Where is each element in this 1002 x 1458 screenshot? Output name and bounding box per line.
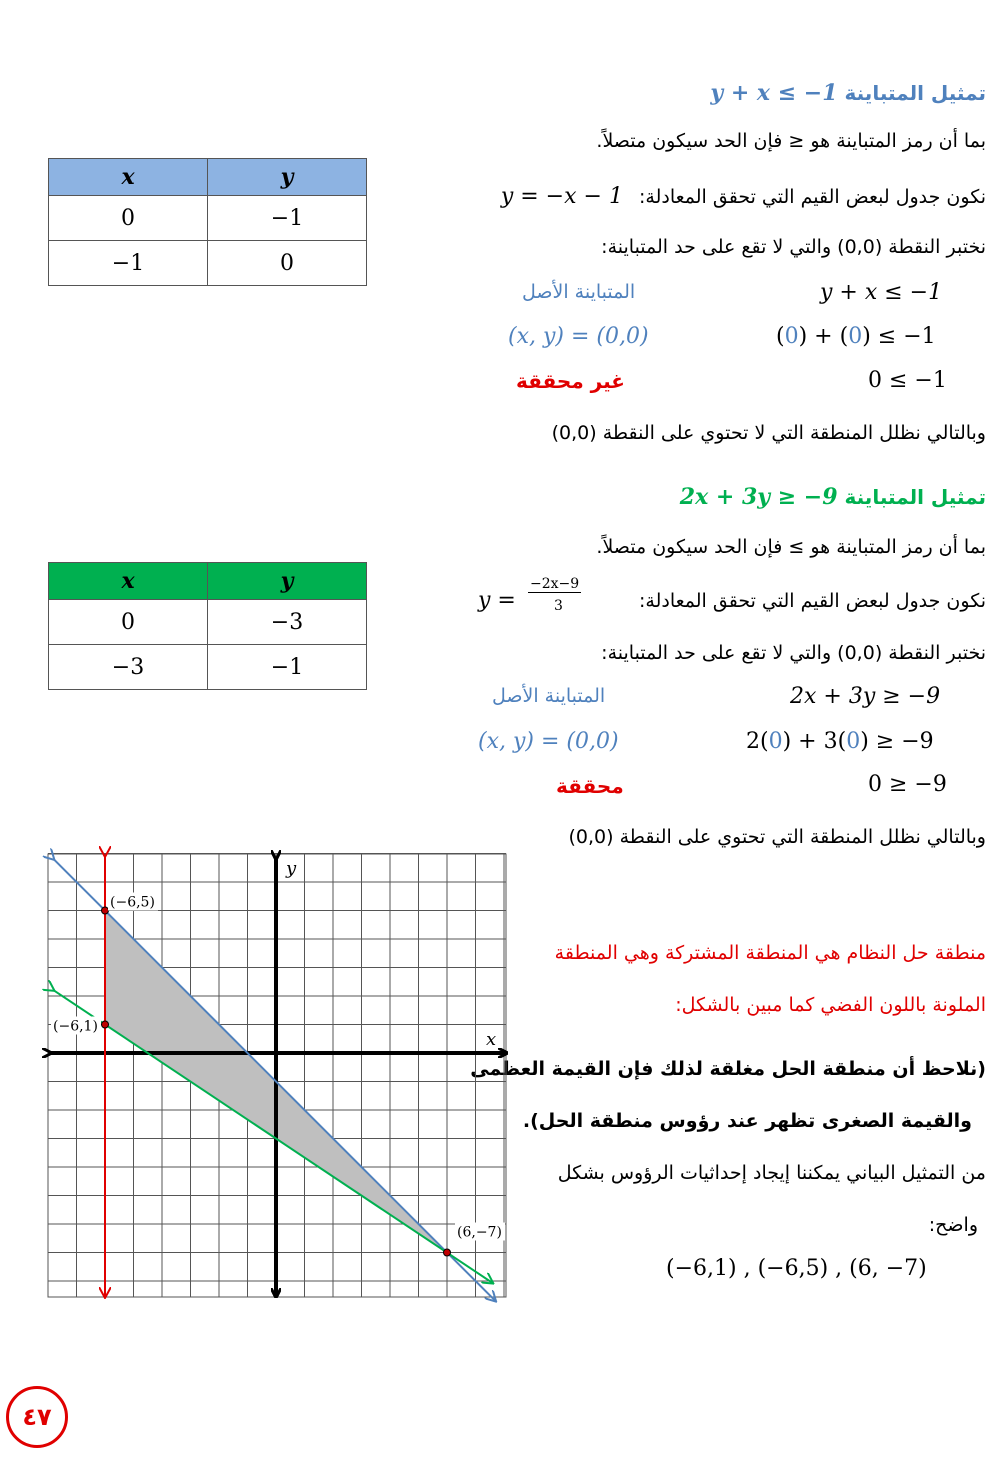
section1-line2-math: y = −x − 1 [500,184,623,209]
vertex-point [444,1249,451,1256]
table-cell: −1 [208,645,367,690]
s1-step2-b: ) + ( [798,324,849,349]
vertex-point [102,1021,109,1028]
table-cell: 0 [208,241,367,286]
table-row [49,600,367,645]
section2-line2-math [478,576,588,626]
table-row [49,241,367,286]
table-cell: −1 [208,196,367,241]
section2-step3: 0 ≥ −9 [868,772,947,797]
section2-step1: 2x + 3y ≥ −9 [790,684,941,709]
table-header-x: x [49,159,208,196]
s2-step2-zero-b: 0 [846,729,861,754]
section1-orig-label: المتباينة الأصل [522,281,636,303]
section2-line2 [639,590,986,612]
vertex-point [102,907,109,914]
table-header-y: y [208,159,367,196]
section2-heading [680,484,986,510]
section2-line2-text: نكون جدول لبعض القيم التي تحقق المعادلة: [638,590,986,612]
table-header-row [49,563,367,600]
solution-line4: واضح: [928,1214,978,1236]
section1-point-label: (x, y) = (0,0) [508,324,649,349]
section2-point-label: (x, y) = (0,0) [478,729,619,754]
solution-line2: الملونة باللون الفضي كما مبين بالشكل: [675,994,986,1016]
section2-line2-lhs: y = [478,588,516,613]
section1-step1: y + x ≤ −1 [820,280,943,305]
coordinate-graph [40,846,514,1308]
section2-line1: بما أن رمز المتباينة هو ≥ فإن الحد سيكون متصلاً. [596,536,986,558]
table-cell: −3 [49,645,208,690]
vertex-label: (−6,1) [53,1018,98,1035]
x-axis-label: x [486,1029,497,1050]
section2-line3: نختبر النقطة (0,0) والتي لا تقع على حد المتباينة: [601,642,986,664]
vertex-label: (6,−7) [457,1224,502,1241]
section1-line2 [501,184,986,209]
section2-table [48,562,367,690]
section1-line1: بما أن رمز المتباينة هو ≤ فإن الحد سيكون متصلاً. [596,130,986,152]
section2-line2-numerator: −2x−9 [530,576,580,592]
s2-step2-zero-a: 0 [768,729,783,754]
table-cell: −1 [49,241,208,286]
solution-vertices: (−6,1) , (−6,5) , (6, −7) [666,1256,927,1281]
table-row [49,645,367,690]
y-axis-label: y [286,858,297,879]
solution-note1: (نلاحظ أن منطقة الحل مغلقة لذلك فإن القيمة العظمى [470,1058,986,1080]
s2-step2-a: 2( [746,729,769,754]
table-header-row [49,159,367,196]
section1-heading [710,80,986,106]
solution-note2: والقيمة الصغرى تظهر عند رؤوس منطقة الحل). [522,1110,972,1132]
section2-orig-label: المتباينة الأصل [492,685,606,707]
table-cell: 0 [49,196,208,241]
table-header-x: x [49,563,208,600]
section1-line2-text: نكون جدول لبعض القيم التي تحقق المعادلة: [638,186,986,208]
s2-step2-b: ) + 3( [782,729,847,754]
s1-step2-a: ( [776,324,785,349]
s1-step2-zero-b: 0 [848,324,863,349]
table-header-y: y [208,563,367,600]
section1-table [48,158,367,286]
section2-result: محققة [556,774,624,798]
table-row [49,196,367,241]
page-number: ٤٧ [6,1386,68,1448]
boundary-line-green [54,990,493,1283]
section1-line3: نختبر النقطة (0,0) والتي لا تقع على حد المتباينة: [601,236,986,258]
section1-result: غير محققة [516,369,625,393]
section2-heading-label: تمثيل المتباينة [844,485,986,509]
solution-line3: من التمثيل البياني يمكننا إيجاد إحداثيات الرؤوس بشكل [557,1162,986,1184]
section1-step3: 0 ≤ −1 [868,368,947,393]
section2-conclusion: وبالتالي نظلل المنطقة التي تحتوي على النقطة (0,0) [568,826,986,848]
table-cell: −3 [208,600,367,645]
s1-step2-c: ) ≤ −1 [862,324,936,349]
section2-step2 [746,729,934,754]
section1-heading-math: y + x ≤ −1 [710,80,838,106]
s1-step2-zero-a: 0 [784,324,799,349]
s2-step2-c: ) ≥ −9 [860,729,934,754]
section2-line2-denominator: 3 [554,598,563,614]
vertex-label: (−6,5) [110,894,155,911]
table-cell: 0 [49,600,208,645]
section1-conclusion: وبالتالي نظلل المنطقة التي لا تحتوي على النقطة (0,0) [551,422,986,444]
section1-heading-label: تمثيل المتباينة [844,81,986,105]
section2-heading-math: 2x + 3y ≥ −9 [679,484,838,510]
solution-line1: منطقة حل النظام هي المنطقة المشتركة وهي المنطقة [554,942,986,964]
section1-step2 [776,324,936,349]
